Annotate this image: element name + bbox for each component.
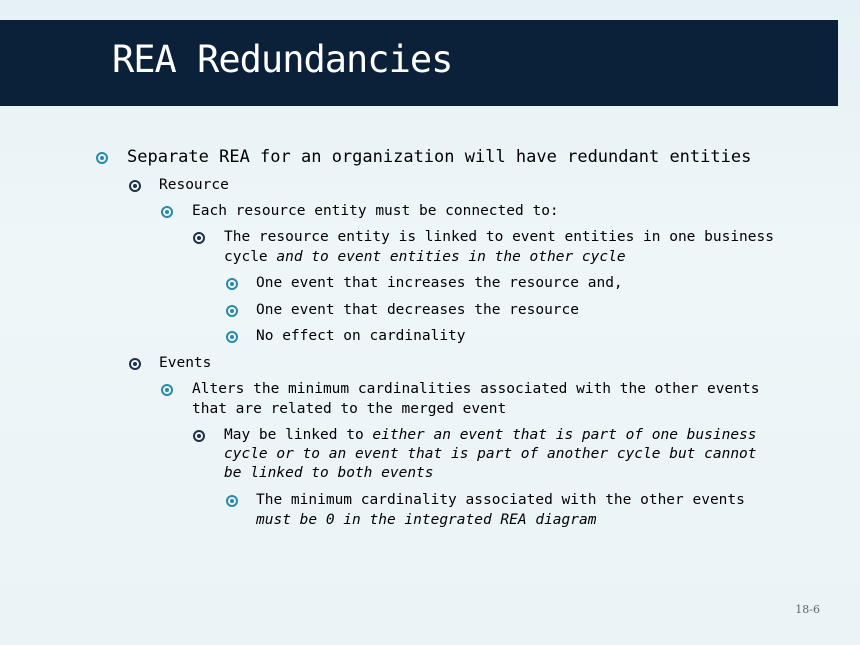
bullet-text: Alters the minimum cardinalities associated with the other events [192, 381, 760, 397]
bullet-icon [129, 358, 141, 370]
slide-title: REA Redundancies [112, 38, 453, 81]
bullet-text: The resource entity is linked to event entities in one business [224, 229, 774, 245]
bullet-icon [226, 331, 238, 343]
bullet-icon [226, 305, 238, 317]
bullet-text-continued: that are related to the merged event [192, 401, 507, 417]
bullet-text: Resource [159, 177, 229, 193]
bullet-text: One event that decreases the resource [256, 302, 580, 318]
bullet-text-continued: be linked to both events [224, 465, 434, 481]
bullet-icon [226, 495, 238, 507]
bullet-text-plain: May be linked to [224, 427, 373, 443]
bullet-text-italic: and to event entities in the other cycle [276, 249, 626, 265]
bullet-icon [193, 232, 205, 244]
bullet-text: Separate REA for an organization will have redundant entities [127, 147, 752, 167]
bullet-icon [96, 152, 108, 164]
bullet-text-italic: either an event that is part of one business [372, 427, 757, 443]
page-number: 18-6 [795, 603, 820, 616]
bullet-text: Events [159, 355, 212, 371]
bullet-icon [193, 430, 205, 442]
bullet-text-plain: cycle [224, 249, 277, 265]
bullet-text [224, 427, 757, 443]
bullet-text-continued [224, 249, 626, 265]
bullet-text: The minimum cardinality associated with the other events [256, 492, 745, 508]
bullet-text: Each resource entity must be connected to: [192, 203, 559, 219]
bullet-text-continued: must be 0 in the integrated REA diagram [256, 512, 597, 528]
bullet-icon [129, 180, 141, 192]
bullet-icon [161, 384, 173, 396]
bullet-icon [226, 278, 238, 290]
bullet-text-continued: cycle or to an event that is part of another cycle but cannot [224, 446, 757, 462]
bullet-text: No effect on cardinality [256, 328, 466, 344]
bullet-icon [161, 206, 173, 218]
bullet-text: One event that increases the resource and, [256, 275, 623, 291]
